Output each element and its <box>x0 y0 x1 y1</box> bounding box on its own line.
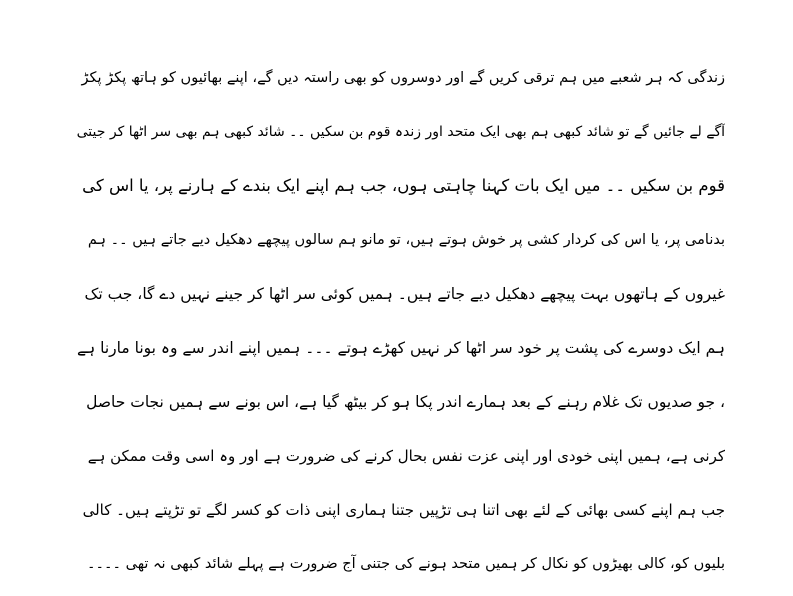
text-line: بلیوں کو، کالی بھیڑوں کو نکال کر ہمیں متحد ہونے کی جتنی آج ضرورت ہے پہلے شائد کبھی نہ تھی ۔۔۔۔ <box>87 556 725 572</box>
text-line: بدنامی پر، یا اس کی کردار کشی پر خوش ہوتے ہیں، تو مانو ہم سالوں پیچھے دھکیل دیے جاتے ہیں ۔۔ ہم <box>87 232 725 248</box>
text-line: زندگی کہ ہر شعبے میں ہم ترقی کریں گے اور دوسروں کو بھی راستہ دیں گے، اپنے بھائیوں کو ہاتھ پکڑ پکڑ <box>81 70 725 86</box>
text-line: قوم بن سکیں ۔۔ میں ایک بات کہنا چاہتی ہوں، جب ہم اپنے ایک بندے کے ہارنے پر، یا اس کی <box>82 176 725 195</box>
text-line: آگے لے جائیں گے تو شائد کبھی ہم بھی ایک متحد اور زندہ قوم بن سکیں ۔۔ شائد کبھی ہم بھی سر اٹھا کر جیتی <box>76 124 725 140</box>
text-line: جب ہم اپنے کسی بھائی کے لئے بھی اتنا ہی تڑپیں جتنا ہماری اپنی ذات کو کسر لگے تو تڑپتے ہیں۔ کالی <box>82 501 725 519</box>
text-line: غیروں کے ہاتھوں بہت پیچھے دھکیل دیے جاتے ہیں۔ ہمیں کوئی سر اٹھا کر جینے نہیں دے گا، جب تک <box>84 285 725 303</box>
text-line: کرنی ہے، ہمیں اپنی خودی اور اپنی عزت نفس بحال کرنے کی ضرورت ہے اور وہ اسی وقت ممکن ہے <box>87 447 725 465</box>
text-line: ، جو صدیوں تک غلام رہنے کے بعد ہمارے اندر پکا ہو کر بیٹھ گیا ہے، اس بونے سے ہمیں نجات حاصل <box>86 393 725 411</box>
urdu-paragraph <box>70 56 725 596</box>
text-line: ہم ایک دوسرے کی پشت پر خود سر اٹھا کر نہیں کھڑے ہوتے ۔۔۔ ہمیں اپنے اندر سے وہ بونا مارنا ہے <box>77 339 725 357</box>
